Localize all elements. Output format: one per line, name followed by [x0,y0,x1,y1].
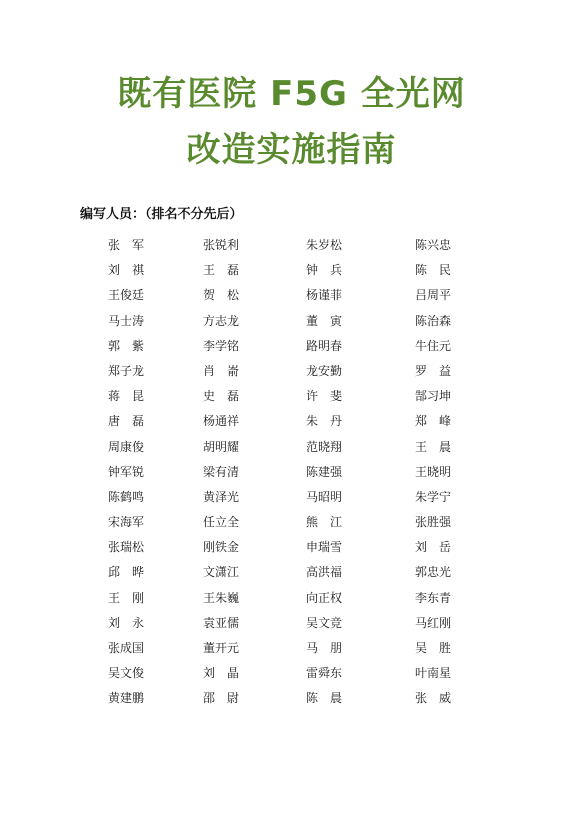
author-name: 陈建强 [306,464,343,479]
author-name: 龙安勤 [306,363,343,378]
names-row [0,538,583,563]
names-row [0,563,583,588]
authors-label: 编写人员：（排名不分先后） [80,207,243,222]
author-name: 马红刚 [415,615,452,630]
names-row [0,362,583,387]
author-name: 王俊廷 [108,288,145,303]
author-name: 张 军 [108,238,145,252]
author-name: 刘 永 [108,615,145,630]
author-name: 贺 松 [203,288,240,303]
author-name: 邱 晔 [108,565,145,580]
author-name: 申瑞雪 [306,540,343,555]
author-name: 李学铭 [203,338,240,353]
names-row [0,387,583,412]
author-name: 杨谨菲 [306,288,343,303]
author-name: 郭忠光 [415,565,452,580]
names-row [0,513,583,538]
author-name: 叶南星 [415,666,452,681]
author-name: 周康俊 [108,439,145,454]
author-name: 马士涛 [108,313,145,328]
author-name: 陈兴忠 [415,238,452,252]
author-name: 钟 兵 [306,263,343,278]
names-row [0,337,583,362]
author-name: 雷舜东 [306,666,343,681]
names-row [0,488,583,513]
author-name: 范晓翔 [306,439,343,454]
author-name: 张锐利 [203,238,240,252]
author-name: 黄泽光 [203,489,240,504]
author-name: 邵 尉 [203,691,240,706]
author-name: 马昭明 [306,489,343,504]
names-row [0,236,583,261]
author-name: 刘 祺 [108,263,145,278]
author-name: 高洪福 [306,565,343,580]
author-name: 梁有清 [203,464,240,479]
author-name: 吕周平 [415,288,452,303]
names-row [0,689,583,714]
names-row [0,639,583,664]
author-name: 肖 嵛 [203,363,240,378]
author-name: 董开元 [203,641,240,655]
author-name: 路明春 [306,338,343,353]
author-name: 陈 晨 [306,691,343,706]
author-name: 陈鹤鸣 [108,489,145,504]
author-name: 牛住元 [415,338,452,353]
author-name: 吴文竞 [306,615,343,630]
names-row [0,412,583,437]
names-row [0,312,583,337]
author-name: 向正权 [306,590,343,605]
names-row [0,463,583,488]
author-name: 吴 胜 [415,641,452,655]
author-name: 郑子龙 [108,363,145,378]
author-name: 杨通祥 [203,414,240,429]
author-name: 宋海军 [108,515,145,530]
author-name: 吴文俊 [108,666,145,681]
author-name: 王 磊 [203,263,240,278]
names-row [0,438,583,463]
author-name: 张成国 [108,641,145,655]
author-name: 郑 峰 [415,414,452,429]
author-name: 张胜强 [415,515,452,530]
author-name: 王 晨 [415,439,452,454]
author-name: 任立全 [203,515,240,530]
names-row [0,614,583,639]
names-row [0,664,583,689]
author-name: 许 斐 [306,389,343,404]
document-title-line-1: 既有医院 F5G 全光网 [117,74,466,114]
author-name: 罗 益 [415,363,452,378]
author-name: 方志龙 [203,313,240,328]
author-name: 张 威 [415,691,452,706]
author-name: 王朱巍 [203,590,240,605]
author-name: 王晓明 [415,464,452,479]
author-name: 文潇江 [203,565,240,580]
author-name: 董 寅 [306,313,343,328]
author-name: 朱 丹 [306,414,343,429]
author-name: 唐 磊 [108,414,145,429]
authors-names-grid [0,236,583,715]
author-name: 张瑞松 [108,540,145,555]
author-name: 朱岁松 [306,238,343,252]
author-name: 钟军锐 [108,464,145,479]
names-row [0,589,583,614]
author-name: 刚铁金 [203,540,240,555]
author-name: 马 朋 [306,641,343,655]
author-name: 王 刚 [108,590,145,605]
author-name: 朱学宁 [415,489,452,504]
author-name: 李东青 [415,590,452,605]
author-name: 郜习坤 [415,389,452,404]
author-name: 蒋 昆 [108,389,145,404]
author-name: 袁亚儒 [203,615,240,630]
author-name: 熊 江 [306,515,343,530]
author-name: 刘 晶 [203,666,240,681]
author-name: 郭 紫 [108,338,145,353]
author-name: 陈 民 [415,263,452,278]
names-row [0,286,583,311]
names-row [0,261,583,286]
author-name: 陈治森 [415,313,452,328]
author-name: 史 磊 [203,389,240,404]
author-name: 黄建鹏 [108,691,145,706]
author-name: 刘 岳 [415,540,452,555]
document-title-line-2: 改造实施指南 [186,130,397,170]
author-name: 胡明耀 [203,439,240,454]
